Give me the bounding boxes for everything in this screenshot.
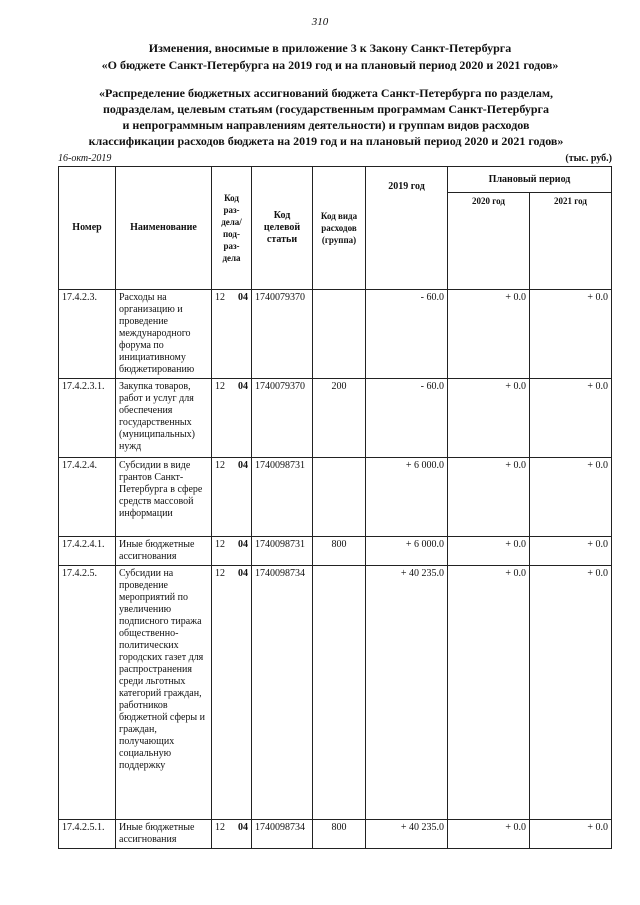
row-vid: 800 xyxy=(313,820,366,849)
row-razdel-code: 12 xyxy=(215,539,225,550)
row-nomer: 17.4.2.4. xyxy=(59,458,116,537)
row-name: Иные бюджетные ассигнования xyxy=(116,537,212,566)
row-celevaya: 1740098734 xyxy=(252,820,313,849)
units-label: (тыс. руб.) xyxy=(565,153,612,164)
row-razdel xyxy=(212,379,252,458)
subtitle-line: «Распределение бюджетных ассигнований бюджета Санкт-Петербурга по разделам, xyxy=(98,86,554,100)
row-razdel-code: 12 xyxy=(215,292,225,303)
table-row xyxy=(59,379,612,458)
row-podrazdel-code: 04 xyxy=(238,381,248,392)
row-2019: + 40 235.0 xyxy=(366,566,448,820)
row-razdel-code: 12 xyxy=(215,822,225,833)
header-celevaya: Код целевой статьи xyxy=(252,167,313,290)
row-razdel xyxy=(212,566,252,820)
row-nomer: 17.4.2.5.1. xyxy=(59,820,116,849)
header-nomer: Номер xyxy=(59,167,116,290)
document-title xyxy=(40,40,620,74)
row-podrazdel-code: 04 xyxy=(238,822,248,833)
row-razdel xyxy=(212,537,252,566)
budget-table xyxy=(58,166,612,849)
header-2020: 2020 год xyxy=(448,193,530,290)
row-2021: + 0.0 xyxy=(530,820,612,849)
row-name: Иные бюджетные ассигнования xyxy=(116,820,212,849)
row-2019: + 6 000.0 xyxy=(366,537,448,566)
row-nomer: 17.4.2.4.1. xyxy=(59,537,116,566)
subtitle-line: классификации расходов бюджета на 2019 год и на плановый период 2020 и 2021 годов» xyxy=(88,134,564,148)
row-razdel-code: 12 xyxy=(215,381,225,392)
row-name: Субсидии в виде грантов Санкт-Петербурга в сфере средств массовой информации xyxy=(116,458,212,537)
header-razdel: Код раз-дела/ под-раз-дела xyxy=(212,167,252,290)
row-2020: + 0.0 xyxy=(448,290,530,379)
row-celevaya: 1740098734 xyxy=(252,566,313,820)
header-planned-period: Плановый период xyxy=(448,167,612,193)
table-row xyxy=(59,290,612,379)
row-vid: 800 xyxy=(313,537,366,566)
row-2020: + 0.0 xyxy=(448,820,530,849)
row-razdel xyxy=(212,458,252,537)
row-celevaya: 1740098731 xyxy=(252,537,313,566)
row-vid: 200 xyxy=(313,379,366,458)
row-2019: + 40 235.0 xyxy=(366,820,448,849)
row-2020: + 0.0 xyxy=(448,566,530,820)
header-2021: 2021 год xyxy=(530,193,612,290)
header-2019: 2019 год xyxy=(366,167,448,290)
title-line-1: Изменения, вносимые в приложение 3 к Закону Санкт-Петербурга xyxy=(148,41,512,55)
row-podrazdel-code: 04 xyxy=(238,539,248,550)
row-razdel-code: 12 xyxy=(215,460,225,471)
document-date: 16-окт-2019 xyxy=(58,153,112,164)
row-vid xyxy=(313,458,366,537)
row-celevaya: 1740079370 xyxy=(252,379,313,458)
row-2021: + 0.0 xyxy=(530,537,612,566)
row-2021: + 0.0 xyxy=(530,379,612,458)
row-2019: - 60.0 xyxy=(366,290,448,379)
row-2021: + 0.0 xyxy=(530,458,612,537)
row-name: Субсидии на проведение мероприятий по увеличению подписного тиража общественно-политических городских газет для распространения среди льготных категорий граждан, работников бюджетной сферы и граждан, получающих социальную поддержку xyxy=(116,566,212,820)
document-subtitle xyxy=(40,85,612,149)
row-vid xyxy=(313,566,366,820)
table-row xyxy=(59,820,612,849)
row-razdel xyxy=(212,820,252,849)
row-celevaya: 1740098731 xyxy=(252,458,313,537)
row-podrazdel-code: 04 xyxy=(238,292,248,303)
row-podrazdel-code: 04 xyxy=(238,460,248,471)
row-2020: + 0.0 xyxy=(448,458,530,537)
row-2019: + 6 000.0 xyxy=(366,458,448,537)
row-celevaya: 1740079370 xyxy=(252,290,313,379)
row-2021: + 0.0 xyxy=(530,566,612,820)
row-podrazdel-code: 04 xyxy=(238,568,248,579)
header-name: Наименование xyxy=(116,167,212,290)
row-vid xyxy=(313,290,366,379)
row-2020: + 0.0 xyxy=(448,537,530,566)
row-2021: + 0.0 xyxy=(530,290,612,379)
table-row xyxy=(59,537,612,566)
title-line-2: «О бюджете Санкт-Петербурга на 2019 год и на плановый период 2020 и 2021 годов» xyxy=(101,58,559,72)
row-name: Закупка товаров, работ и услуг для обеспечения государственных (муниципальных) нужд xyxy=(116,379,212,458)
row-razdel xyxy=(212,290,252,379)
row-nomer: 17.4.2.3. xyxy=(59,290,116,379)
table-row xyxy=(59,566,612,820)
page-number: 310 xyxy=(311,16,329,28)
header-vid: Код вида расходов (группа) xyxy=(313,167,366,290)
row-2019: - 60.0 xyxy=(366,379,448,458)
row-nomer: 17.4.2.5. xyxy=(59,566,116,820)
subtitle-line: подразделам, целевым статьям (государственным программам Санкт-Петербурга xyxy=(103,102,549,116)
row-2020: + 0.0 xyxy=(448,379,530,458)
row-razdel-code: 12 xyxy=(215,568,225,579)
row-name: Расходы на организацию и проведение международного форума по инициативному бюджетированию xyxy=(116,290,212,379)
subtitle-line: и непрограммным направлениям деятельности) и группам видов расходов xyxy=(122,118,530,132)
row-nomer: 17.4.2.3.1. xyxy=(59,379,116,458)
table-row xyxy=(59,458,612,537)
